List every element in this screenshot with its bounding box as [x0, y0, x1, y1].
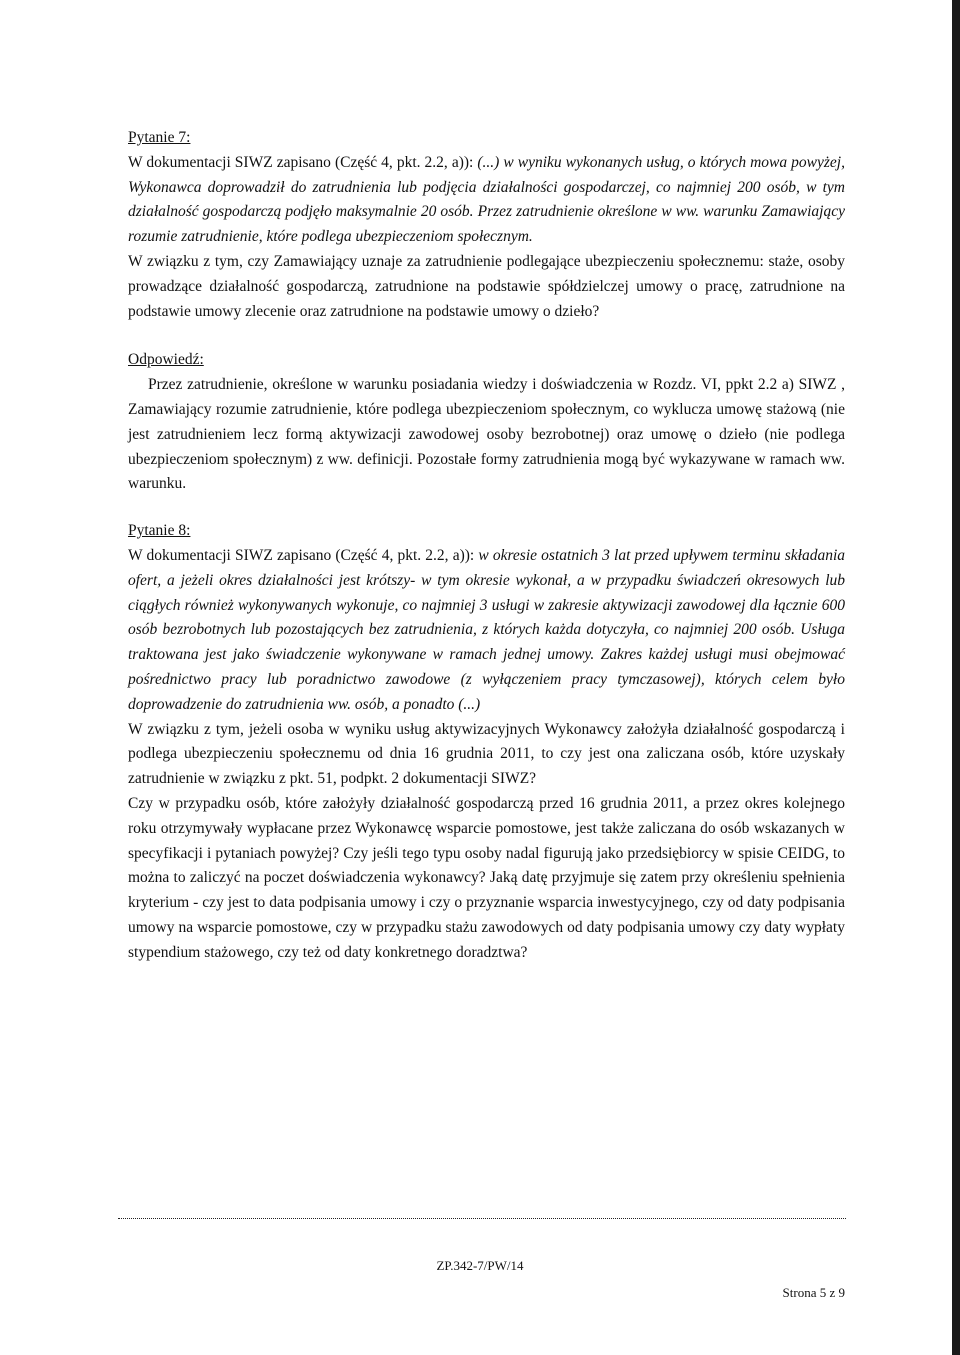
question-7-intro: W dokumentacji SIWZ zapisano (Część 4, pkt. 2.2, a)): [128, 153, 478, 171]
question-7-body [128, 151, 845, 250]
question-8-quote: w okresie ostatnich 3 lat przed upływem terminu składania ofert, a jeżeli okres działalności jest krótszy- w tym okresie wykonał, a w przypadku świadczeń okresowych lub ciągłych również wykonywanych wykonuje, co najmniej 3 usługi w zakresie aktywizacji zawodowej dla łącznie 600 osób bezrobotnych lub pozostających bez zatrudnienia, z których każda dotyczyła, co najmniej 200 osób. Usługa traktowana jest jako świadczenie wykonywane w ramach jednej umowy. Zakres każdej usługi musi obejmować pośrednictwo pracy lub poradnictwo zawodowe (z wyłączeniem pracy tymczasowej), których celem było doprowadzenie do zatrudnienia ww. osób, a ponadto (...) [128, 546, 846, 713]
page-number: Strona 5 z 9 [782, 1285, 845, 1300]
footer-divider [118, 1218, 846, 1219]
document-body [128, 126, 845, 966]
question-7-heading: Pytanie 7: [128, 129, 191, 146]
scan-border [952, 0, 960, 1355]
document-reference-number: ZP.342-7/PW/14 [436, 1258, 524, 1273]
question-8-question-2: Czy w przypadku osób, które założyły działalność gospodarczą przed 16 grudnia 2011, a przez okres kolejnego roku otrzymywały wypłacane przez Wykonawcę wsparcie pomostowe, jest także zaliczana do osób wskazanych w specyfikacji i pytaniach powyżej? Czy jeśli tego typu osoby nadal figurują jako przedsiębiorcy w spisie CEIDG, to można to zaliczyć na poczet doświadczenia wykonawcy? Jaką datę przyjmuje się zatem przy określeniu spełnienia kryterium - czy jest to data podpisania umowy i czy o przyznanie wsparcia inwestycyjnego, czy od daty podpisania umowy na wsparcie pomostowe, czy w przypadku stażu zawodowych od daty podpisania umowy czy daty wypłaty stypendium stażowego, czy też od daty konkretnego doradztwa? [128, 794, 845, 961]
question-8-heading: Pytanie 8: [128, 522, 191, 540]
question-8-intro: W dokumentacji SIWZ zapisano (Część 4, pkt. 2.2, a)): [128, 546, 479, 564]
answer-7-heading: Odpowiedź: [128, 351, 204, 369]
question-8-body [128, 544, 845, 718]
question-7-question: W związku z tym, czy Zamawiający uznaje za zatrudnienie podlegające ubezpieczeniu społecznemu: staże, osoby prowadzące działalność gospodarczą, zatrudnione na podstawie spółdzielczej umowy o pracę, zatrudnione na podstawie umowy zlecenie oraz zatrudnione na podstawie umowy o dzieło? [128, 252, 845, 320]
question-7-quote: (...) w wyniku wykonanych usług, o których mowa powyżej, Wykonawca doprowadził do zatrudnienia lub podjęcia działalności gospodarczej, co najmniej 200 osób, w tym działalność gospodarczą podjęło maksymalnie 20 osób. Przez zatrudnienie określone w ww. warunku Zamawiający rozumie zatrudnienie, które podlega ubezpieczeniom społecznym. [128, 153, 845, 246]
answer-7-text: Przez zatrudnienie, określone w warunku posiadania wiedzy i doświadczenia w Rozdz. VI, ppkt 2.2 a) SIWZ , Zamawiający rozumie zatrudnienie, które podlega ubezpieczeniom społecznym, co wyklucza umowę stażową (nie jest zatrudnieniem lecz formą aktywizacji zawodowej osoby bezrobotnej) oraz umowę o dzieło (nie podlega ubezpieczeniom społecznym) z ww. definicji. Pozostałe formy zatrudnienia mogą być wykazywane w ramach ww. warunku. [128, 376, 845, 493]
question-8-question-1: W związku z tym, jeżeli osoba w wyniku usług aktywizacyjnych Wykonawcy założyła działalność gospodarczą i podlega ubezpieczeniu społecznemu od dnia 16 grudnia 2011, to czy jest ona zaliczana osób, które uzyskały zatrudnienie w związku z pkt. 51, podpkt. 2 dokumentacji SIWZ? [128, 720, 845, 788]
